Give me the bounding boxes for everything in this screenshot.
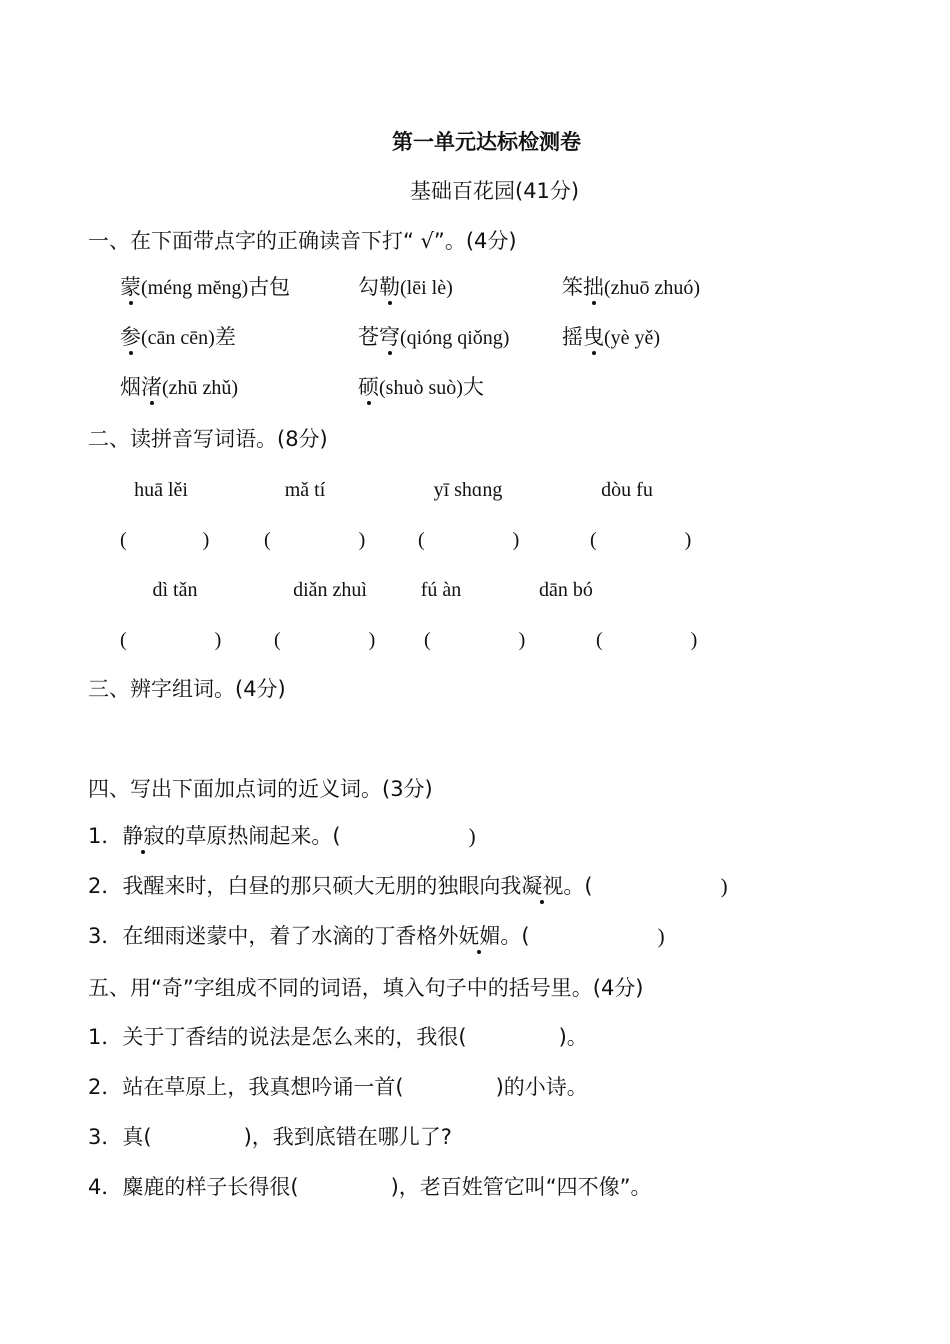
q5-heading: 五、用“奇”字组成不同的词语，填入句子中的括号里。(4分) [88, 976, 644, 1000]
pinyin-prompt: huā lěi [134, 479, 188, 501]
answer-blank[interactable]: ( ) [120, 629, 222, 651]
dotted-char: 参 [120, 325, 141, 349]
dotted-char: 硕 [358, 375, 379, 399]
q1-item: 蒙(méng mĕng)古包 [120, 275, 291, 299]
answer-blank[interactable]: ( ) [424, 629, 526, 651]
pinyin-prompt: fú àn [420, 579, 462, 601]
q1-item: 笨拙(zhuō zhuó) [562, 275, 701, 299]
answer-blank[interactable]: ( ) [596, 629, 698, 651]
q1-item: 硕(shuò suò)大 [358, 375, 484, 399]
pinyin-prompt: dì tǎn [152, 579, 198, 601]
pinyin-prompt: dān bó [539, 579, 593, 601]
dotted-char: 拙 [583, 275, 604, 299]
pinyin-prompt: dòu fu [601, 479, 653, 501]
dotted-char: 勒 [379, 275, 400, 299]
dotted-word: 静寂 [122, 824, 165, 848]
q5-item: 4．麋鹿的样子长得很( )，老百姓管它叫“四不像”。 [88, 1175, 652, 1199]
dotted-char: 曳 [583, 325, 604, 349]
q5-item: 3．真( )，我到底错在哪儿了? [88, 1125, 452, 1149]
dotted-char: 穹 [379, 325, 400, 349]
q1-item: 勾勒(lēi lè) [358, 275, 453, 299]
page-title: 第一单元达标检测卷 [392, 130, 581, 154]
q1-item: 烟渚(zhū zhǔ) [120, 375, 239, 399]
q1-item: 苍穹(qióng qiǒng) [358, 325, 510, 349]
pinyin-prompt: mǎ tí [284, 479, 326, 501]
q4-heading: 四、写出下面加点词的近义词。(3分) [88, 777, 433, 801]
q1-heading: 一、在下面带点字的正确读音下打“ √”。(4分) [88, 229, 517, 253]
q1-item: 摇曳(yè yě) [562, 325, 661, 349]
q4-item: 3．在细雨迷蒙中，着了水滴的丁香格外妩媚。( ) [88, 924, 665, 948]
pinyin-prompt: diǎn zhuì [293, 579, 367, 601]
pinyin-prompt: yī shɑng [433, 479, 503, 501]
q1-item: 参(cān cēn)差 [120, 325, 236, 349]
dotted-char: 渚 [141, 375, 162, 399]
section-subtitle: 基础百花园(41分) [410, 179, 580, 203]
answer-blank[interactable]: ( ) [418, 529, 520, 551]
q5-item: 2．站在草原上，我真想吟诵一首( )的小诗。 [88, 1075, 588, 1099]
answer-blank[interactable]: ( ) [264, 529, 366, 551]
answer-blank[interactable]: ( ) [120, 529, 210, 551]
dotted-word: 妩媚 [458, 924, 501, 948]
q3-heading: 三、辨字组词。(4分) [88, 677, 286, 701]
dotted-word: 凝视 [521, 874, 564, 898]
q5-item: 1．关于丁香结的说法是怎么来的，我很( )。 [88, 1025, 588, 1049]
q2-heading: 二、读拼音写词语。(8分) [88, 427, 328, 451]
q4-item: 1．静寂的草原热闹起来。( ) [88, 824, 476, 848]
answer-blank[interactable]: ( ) [590, 529, 692, 551]
answer-blank[interactable]: ( ) [274, 629, 376, 651]
q4-item: 2．我醒来时，白昼的那只硕大无朋的独眼向我凝视。( ) [88, 874, 728, 898]
dotted-char: 蒙 [120, 275, 141, 299]
